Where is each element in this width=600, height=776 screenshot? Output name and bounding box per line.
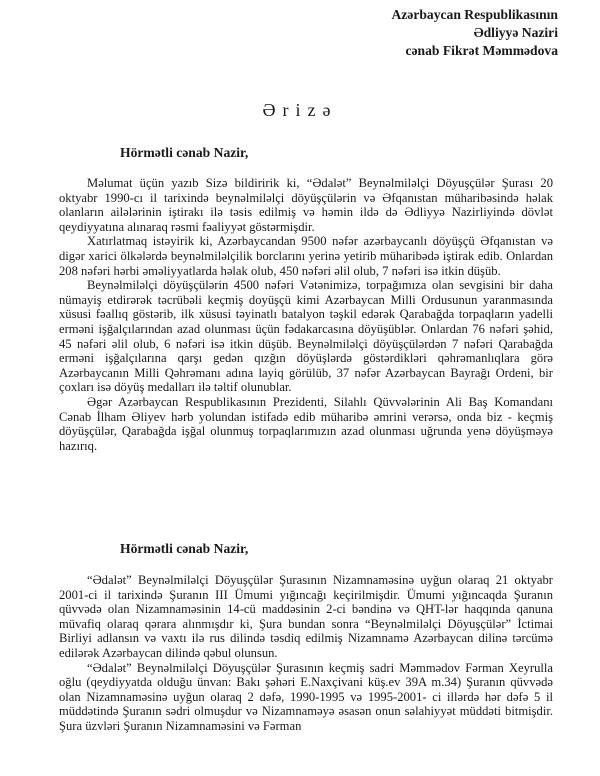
addressee-line-1: Azərbaycan Respublikasının <box>391 7 558 22</box>
paragraph: “Ədalət” Beynəlmiləlçi Döyuşçülər Şurasının keçmiş sadri Məmmədov Fərman Xeyrulla oğlu (qeydiyyatda olduğu ünvan: Bakı şəhəri E.Naxçivani küş.ev 39A m.34) Şuranın qüvvədə olan Nizamnaməsinə uyğun olaraq 2 dəfə, 1990-1995 və 1995-2001- ci illərdə hər dəfə 5 il müddətində Şuranın sədri olmuşdur və Nizamnaməyə əsasən onun səlahiyyət müddəti bitmişdir. Şura üzvləri Şuranın Nizamnaməsini və Fərman <box>59 660 553 733</box>
salutation-second: Hörmətli cənab Nazir, <box>120 541 249 556</box>
salutation-first: Hörmətli cənab Nazir, <box>120 145 249 160</box>
paragraph: Beynəlmiləlçi döyüşçülərin 4500 nəfəri Vətənimizə, torpağımıza olan sevgisini bir daha nümayiş etdirərək təcrübəli keçmiş doyüşçü kimi Azərbaycan Milli Ordusunun yaranmasında xüsusi fəallıq göstərib, ilk xüsusi təyinatlı batalyon təşkil edərək Qarabağda torpaqların yadelli erməni işğalçılarından azad olunması üçün fədakarcasına döyüşüblər. Onlardan 76 nəfəri şəhid, 45 nəfəri əlil olub, 6 nəfəri isə itkin düşüb. Beynəlmiləlçi döyüşçülərdən 7 nəfəri Qarabağda erməni işğalçılarına qarşı gedən qızğın döyüşlərdə göstərdikləri qəhrəmanlıqlara görə Azərbaycanın Milli Qəhrəmanı adına layiq görülüb, 37 nəfər Azərbaycan Bayrağı Ordeni, bir çoxları isə döyüş medalları ilə təltif olunublar. <box>59 278 553 395</box>
paragraph: Məlumat üçün yazıb Sizə bildiririk ki, “Ədalət” Beynəlmiləlçi Döyuşçülər Şurası 20 oktyabr 1990-cı il tarixində beynəlmiləlçi döyüşçülərin və Əfqanıstan müharibəsində həlak olanların ailələrinin iştirakı ilə təsis edilmiş və həmin ildə də Ədliyyə Nazirliyində dövlət qeydiyyatına alınaraq rəsmi fəaliyyət göstərmişdir. <box>59 176 553 234</box>
addressee-line-2: Ədliyyə Naziri <box>473 25 558 40</box>
paragraph: “Ədalət” Beynəlmiləlçi Döyuşçülər Şurasının Nizamnaməsinə uyğun olaraq 21 oktyabr 2001-ci il tarixində Şuranın III Ümumi yığıncağı keçirilmişdir. Ümumi yığıncaqda Şuranın qüvvədə olan Nizamnaməsinin 14-cü maddəsinin 2-ci bəndinə və QHT-lər haqqında qanuna müvafiq olaraq qərara alınmışdır ki, Şura bundan sonra “Beynəlmiləlçi Döyuşçülər” İctimai Birliyi adlansın və vaxtı ilə rus dilində təsdiq edilmiş Nizamnamə Azərbaycan dilinə tərcümə edilərək Azərbaycan dilində qəbul olunsun. <box>59 573 553 660</box>
document-title: Ərizə <box>262 100 338 120</box>
paragraph: Əgər Azərbaycan Respublikasının Prezidenti, Silahlı Qüvvələrinin Ali Baş Komandanı Cənab İlham Əliyev hərb yolundan istifadə edib müharibə əmrini verərsə, onda biz - keçmiş döyüşçülər, Qarabağda işğal olunmuş torpaqlarımızın azad olunması uğrunda yenə döyüşməyə hazırıq. <box>59 394 553 453</box>
paragraph: Xatırlatmaq istəyirik ki, Azərbaycandan 9500 nəfər azərbaycanlı döyüşçü Əfqanıstan və digər xarici ölkələrdə beynəlmiləlçilik borclarını yerinə yetirib müharibədə iştirak edib. Onlardan 208 nəfəri hərbi əməliyyatlarda həlak olub, 450 nəfəri əlil olub, 7 nəfəri isə itkin düşüb. <box>59 234 553 278</box>
addressee-block <box>391 6 558 60</box>
section-2-body <box>59 573 553 734</box>
section-1-body <box>59 176 553 453</box>
addressee-line-3: cənab Fikrət Məmmədova <box>405 43 558 58</box>
